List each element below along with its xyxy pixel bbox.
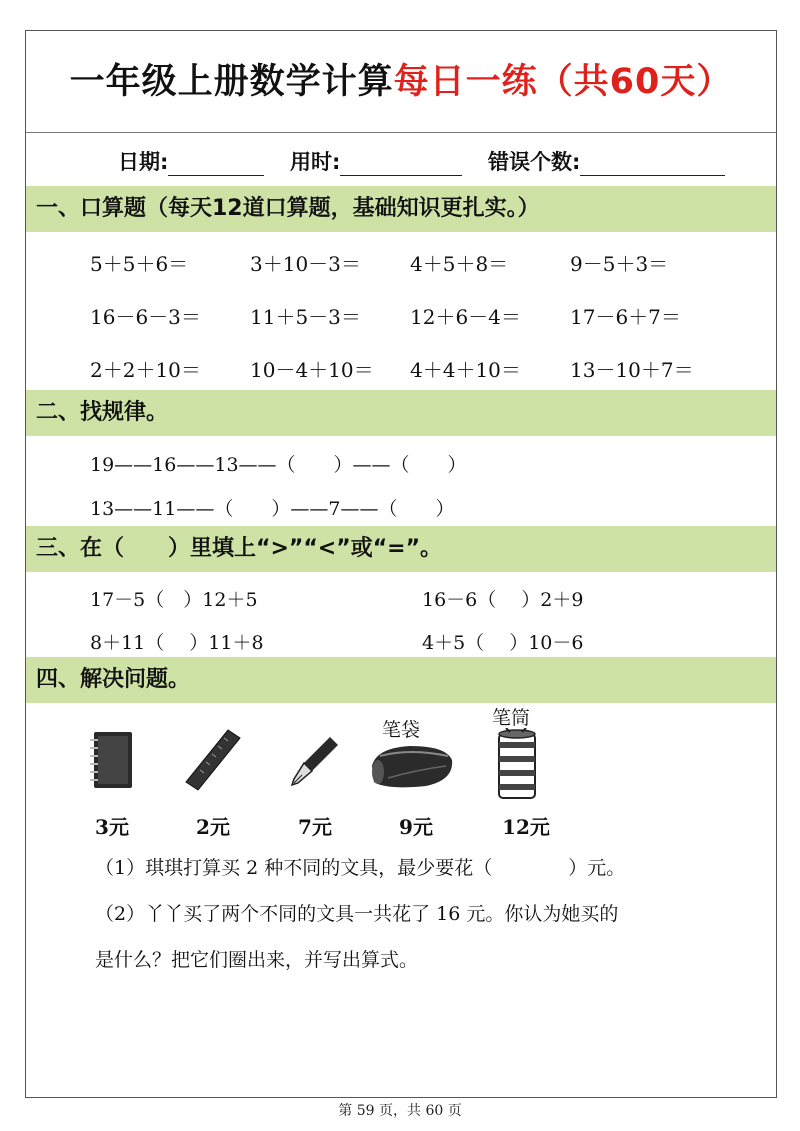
oral-problem: 4＋4＋10＝ <box>410 358 521 382</box>
oral-problem: 17－6＋7＝ <box>570 305 681 329</box>
oral-problem: 5＋5＋6＝ <box>90 252 189 276</box>
compare-item: 8＋11（ ）11＋8 <box>90 632 264 654</box>
section-4-heading: 四、解决问题。 <box>26 657 776 703</box>
oral-problem: 4＋5＋8＝ <box>410 252 509 276</box>
ruler-icon <box>184 728 242 792</box>
date-blank[interactable] <box>168 151 264 176</box>
oral-problem: 16－6－3＝ <box>90 305 201 329</box>
oral-problem: 9－5＋3＝ <box>570 252 669 276</box>
compare-item: 4＋5（ ）10－6 <box>422 632 584 654</box>
title-black: 一年级上册数学计算 <box>69 62 394 102</box>
pattern-line: 19——16——13——（ ）——（ ） <box>90 454 467 476</box>
pattern-line: 13——11——（ ）——7——（ ） <box>90 498 455 520</box>
pen-price: 7元 <box>298 815 332 839</box>
pen-icon <box>290 735 340 787</box>
time-label: 用时: <box>290 150 341 174</box>
oral-problem: 13－10＋7＝ <box>570 358 694 382</box>
errors-label: 错误个数: <box>488 150 581 174</box>
pen-holder-icon <box>496 728 538 800</box>
oral-problem: 11＋5－3＝ <box>250 305 361 329</box>
question-2-line-1: （2）丫丫买了两个不同的文具一共花了 16 元。你认为她买的 <box>95 903 619 925</box>
errors-field[interactable] <box>488 146 725 176</box>
pencil-bag-caption: 笔袋 <box>382 719 421 741</box>
title-red: 每日一练（共60天） <box>393 62 733 102</box>
info-row <box>26 134 776 182</box>
oral-problem: 2＋2＋10＝ <box>90 358 201 382</box>
oral-problem: 12＋6－4＝ <box>410 305 521 329</box>
time-blank[interactable] <box>340 151 462 176</box>
ruler-price: 2元 <box>196 815 230 839</box>
date-label: 日期: <box>118 150 169 174</box>
notebook-price: 3元 <box>95 815 129 839</box>
question-1: （1）琪琪打算买 2 种不同的文具，最少要花（ ）元。 <box>95 857 626 879</box>
page-title <box>26 30 776 132</box>
errors-blank[interactable] <box>580 151 725 176</box>
section-3-heading: 三、在（ ）里填上“>”“<”或“=”。 <box>26 526 776 572</box>
section-1-heading: 一、口算题（每天12道口算题，基础知识更扎实。） <box>26 186 776 232</box>
section-2-heading: 二、找规律。 <box>26 390 776 436</box>
time-field[interactable] <box>290 146 462 176</box>
title-divider <box>26 132 776 133</box>
pencil-bag-icon <box>366 740 456 792</box>
date-field[interactable] <box>118 146 264 176</box>
page-footer: 第 59 页，共 60 页 <box>338 1103 462 1119</box>
notebook-icon <box>88 730 136 792</box>
compare-item: 16－6（ ）2＋9 <box>422 589 584 611</box>
pen-holder-caption: 笔筒 <box>492 707 531 729</box>
oral-problem: 3＋10－3＝ <box>250 252 361 276</box>
oral-problem: 10－4＋10＝ <box>250 358 374 382</box>
pen-holder-price: 12元 <box>502 815 550 839</box>
question-2-line-2: 是什么？把它们圈出来，并写出算式。 <box>95 949 419 971</box>
pencil-bag-price: 9元 <box>399 815 433 839</box>
compare-item: 17－5（ ）12＋5 <box>90 589 258 611</box>
